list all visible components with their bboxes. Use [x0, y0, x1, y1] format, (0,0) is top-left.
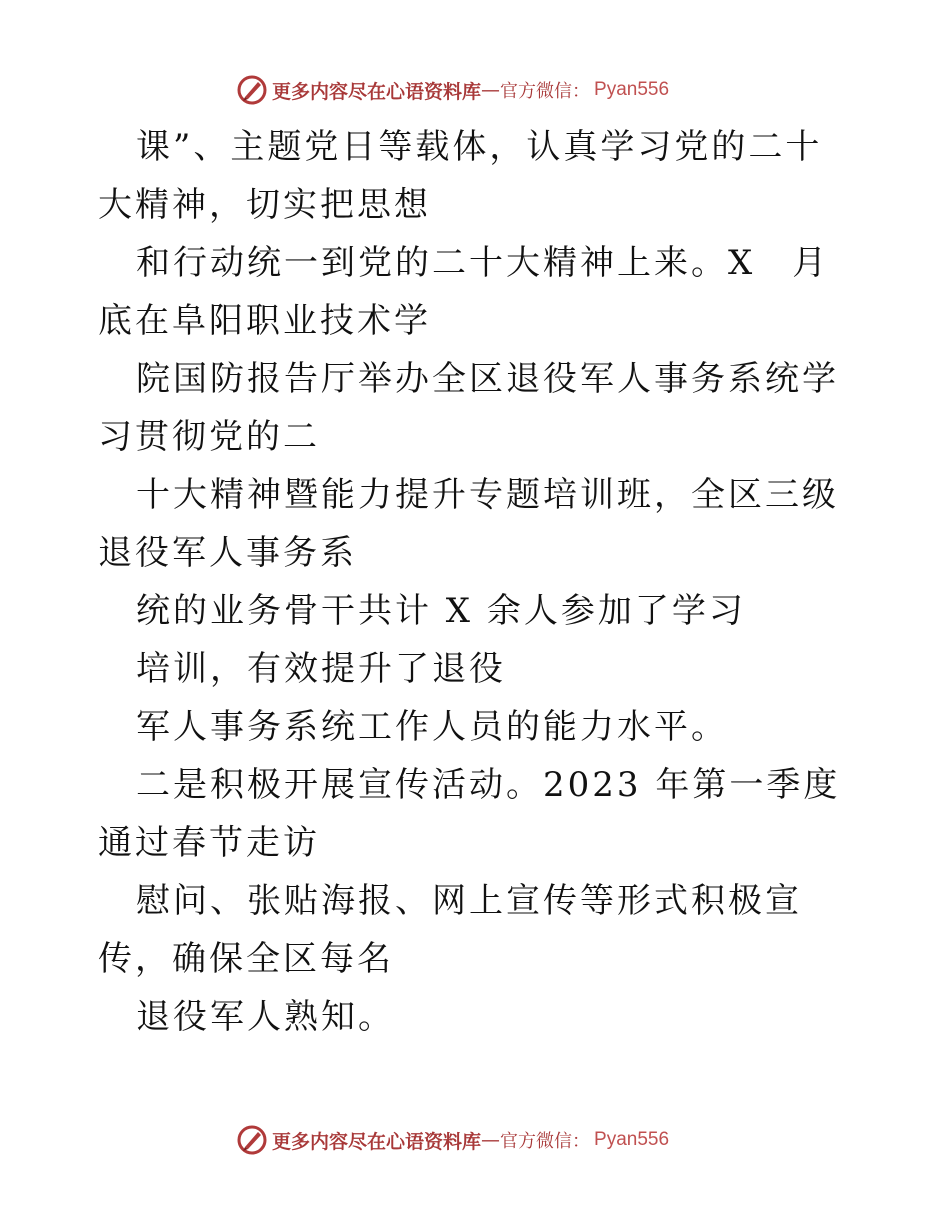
paragraph-line: 培训，有效提升了退役 — [136, 649, 506, 689]
quill-pen-logo-icon — [236, 74, 268, 106]
watermark-account: Pyan556 — [594, 1129, 670, 1150]
paragraph-line: 退役军人熟知。 — [136, 997, 395, 1037]
paragraph — [98, 466, 858, 582]
paragraph-line: 彻党的二 — [172, 417, 320, 457]
paragraph — [98, 350, 858, 466]
paragraph-line: 十大精神暨能力提升专题培训班，全区三级退役 — [98, 475, 839, 573]
paragraph — [98, 582, 858, 640]
watermark-separator: — — [481, 79, 501, 101]
watermark-main-text: 更多内容尽在心语资料库 — [272, 1130, 482, 1153]
document-body — [98, 118, 858, 1046]
paragraph-line: 慰问、张贴海报、网上宣传等形式积极宣传，确 — [98, 881, 802, 979]
watermark-header — [236, 74, 669, 106]
watermark-sub-text: 官方微信： — [500, 1131, 591, 1152]
paragraph-line: 统的业务骨干共计 X 余人参加了学习 — [136, 591, 746, 631]
paragraph-line: 和行动统一到党的二十大精神上来。X 月底在 — [98, 243, 830, 341]
paragraph-line: 院国防报告厅举办全区退役军人事务系统学习贯 — [98, 359, 839, 457]
paragraph-line: 二是积极开展宣传活动。2023 年第一季度通过 — [98, 765, 841, 863]
paragraph-line: 课”、主题党日等载体，认真学习党的二十大精 — [98, 127, 823, 225]
paragraph-line: 保全区每名 — [209, 939, 394, 979]
paragraph — [98, 234, 858, 350]
quill-pen-logo-icon — [236, 1124, 268, 1156]
paragraph-line: 阜阳职业技术学 — [172, 301, 431, 341]
watermark-main-text: 更多内容尽在心语资料库 — [272, 80, 482, 103]
paragraph — [98, 872, 858, 988]
watermark-footer — [236, 1124, 669, 1156]
paragraph-line: 军人事务系 — [172, 533, 357, 573]
paragraph — [98, 756, 858, 872]
watermark-account: Pyan556 — [594, 79, 670, 100]
paragraph — [98, 640, 858, 698]
paragraph — [98, 988, 858, 1046]
watermark-separator: — — [481, 1129, 501, 1151]
paragraph-line: 春节走访 — [172, 823, 320, 863]
paragraph-line: 军人事务系统工作人员的能力水平。 — [136, 707, 728, 747]
paragraph — [98, 698, 858, 756]
paragraph — [98, 118, 858, 234]
paragraph-line: 神，切实把思想 — [172, 185, 431, 225]
watermark-sub-text: 官方微信： — [500, 81, 591, 102]
